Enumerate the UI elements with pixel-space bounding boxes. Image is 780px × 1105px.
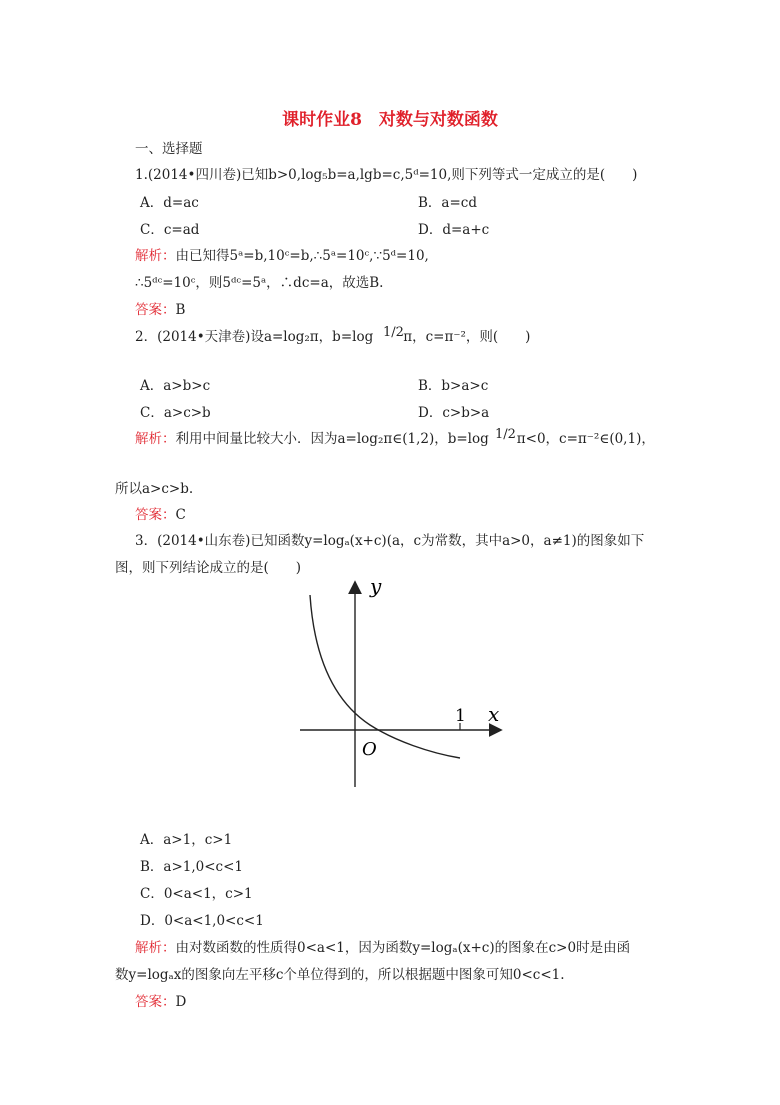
q3-stem-line1: 3．(2014•山东卷)已知函数y=logₐ(x+c)(a，c为常数，其中a>0，a≠1)的图象如下 xyxy=(135,533,645,549)
q1-option-b: B．a=cd xyxy=(418,195,477,211)
q3-option-c: C．0<a<1，c>1 xyxy=(140,886,253,902)
q2-analysis-label: 解析： xyxy=(135,431,176,447)
q2-analysis-line1 xyxy=(135,427,655,447)
q1-option-c: C．c=ad xyxy=(140,222,200,238)
q1-answer-value: B xyxy=(175,302,186,318)
q3-function-graph xyxy=(300,575,510,795)
q2-analysis-fraction: 1/2 xyxy=(495,427,516,442)
q1-option-d: D．d=a+c xyxy=(418,222,490,238)
q2-answer xyxy=(135,503,186,523)
q2-option-d: D．c>b>a xyxy=(418,405,490,421)
q2-analysis-part1: 利用中间量比较大小．因为a=log₂π∈(1,2)，b=log xyxy=(175,431,489,447)
log-curve xyxy=(310,595,460,758)
q1-analysis-line2: ∴5ᵈᶜ=10ᶜ，则5ᵈᶜ=5ᵃ，∴dc=a，故选B. xyxy=(135,275,384,291)
q2-fraction: 1/2 xyxy=(383,325,404,340)
section-heading: 一、选择题 xyxy=(135,141,203,157)
q3-analysis-text: 由对数函数的性质得0<a<1，因为函数y=logₐ(x+c)的图象在c>0时是由函 xyxy=(175,940,631,956)
q1-answer xyxy=(135,298,185,318)
tick-1-label: 1 xyxy=(455,706,466,726)
q2-option-c: C．a>c>b xyxy=(140,405,211,421)
q2-option-b: B．b>a>c xyxy=(418,378,489,394)
q3-answer xyxy=(135,990,186,1010)
q2-stem-part1: 2．(2014•天津卷)设a=log₂π，b=log xyxy=(135,329,374,345)
q2-option-a: A．a>b>c xyxy=(140,378,211,394)
q1-analysis-label: 解析： xyxy=(135,248,176,264)
q1-analysis-text: 由已知得5ᵃ=b,10ᶜ=b,∴5ᵃ=10ᶜ,∵5ᵈ=10, xyxy=(175,248,429,264)
q2-analysis-line2: 所以a>c>b. xyxy=(115,481,194,497)
q2-stem-part2: π，c=π⁻²，则( ) xyxy=(403,329,531,345)
q3-option-b: B．a>1,0<c<1 xyxy=(140,859,244,875)
q1-option-a: A．d=ac xyxy=(140,195,199,211)
q2-analysis-part2: π<0，c=π⁻²∈(0,1)， xyxy=(516,431,655,447)
q3-answer-label: 答案： xyxy=(135,994,176,1010)
q3-analysis-line1 xyxy=(135,936,630,956)
q3-option-a: A．a>1，c>1 xyxy=(140,832,233,848)
q3-option-d: D．0<a<1,0<c<1 xyxy=(140,913,264,929)
page-title: 课时作业8 对数与对数函数 xyxy=(282,110,498,130)
q2-answer-label: 答案： xyxy=(135,507,176,523)
q2-answer-value: C xyxy=(175,507,186,523)
q1-stem: 1.(2014•四川卷)已知b>0,log₅b=a,lgb=c,5ᵈ=10,则下列等式一定成立的是( ) xyxy=(135,167,638,183)
q1-answer-label: 答案： xyxy=(135,302,176,318)
origin-label: O xyxy=(362,739,377,760)
y-axis-label: y xyxy=(370,575,382,598)
q3-answer-value: D xyxy=(175,994,187,1010)
q2-stem xyxy=(135,325,530,345)
q3-analysis-line2: 数y=logₐx的图象向左平移c个单位得到的，所以根据题中图象可知0<c<1. xyxy=(115,967,565,983)
q3-analysis-label: 解析： xyxy=(135,940,176,956)
x-axis-label: x xyxy=(488,702,500,726)
q3-stem-line2: 图，则下列结论成立的是( ) xyxy=(115,560,302,576)
q1-analysis-line1 xyxy=(135,244,429,264)
